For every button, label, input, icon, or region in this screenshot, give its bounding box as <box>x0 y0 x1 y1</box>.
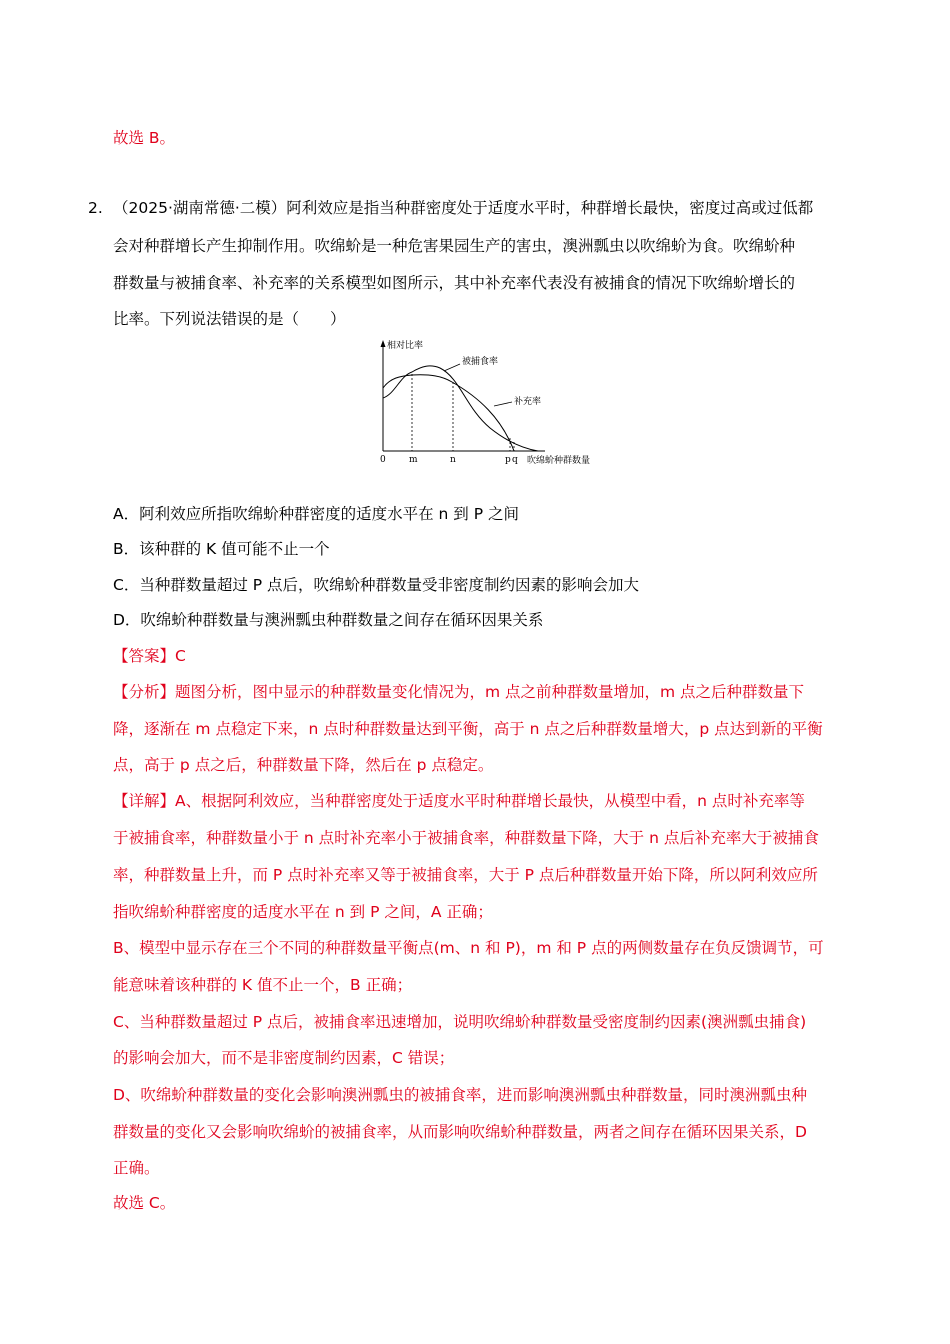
relation-model-figure <box>370 338 610 470</box>
supplement-curve-label: 补充率 <box>514 397 542 407</box>
relation-model-graph <box>370 338 610 470</box>
answer-label: 【答案】C <box>113 647 186 665</box>
supplement-label-pointer <box>494 402 512 406</box>
detail-line: 的影响会加大，而不是非密度制约因素，C 错误； <box>113 1049 455 1067</box>
analysis-line: 点，高于 p 点之后，种群数量下降，然后在 p 点稳定。 <box>113 756 494 774</box>
x-axis-label: 吹绵蚧种群数量 <box>527 456 591 466</box>
question-stem-line: 群数量与被捕食率、补充率的关系模型如图所示，其中补充率代表没有被捕食的情况下吹绵蚧增长的 <box>113 274 796 292</box>
detail-line: 于被捕食率，种群数量小于 n 点时补充率小于被捕食率，种群数量下降，大于 n 点后补充率大于被捕食 <box>113 829 819 847</box>
previous-answer-conclusion: 故选 B。 <box>113 129 176 147</box>
detail-line: B、模型中显示存在三个不同的种群数量平衡点(m、n 和 P)，m 和 P 点的两侧数量存在负反馈调节，可 <box>113 939 824 957</box>
predation-curve-label: 被捕食率 <box>462 357 499 367</box>
supplement-rate-curve <box>383 375 514 451</box>
detail-line: C、当种群数量超过 P 点后，被捕食率迅速增加，说明吹绵蚧种群数量受密度制约因素(澳洲瓢虫捕食) <box>113 1013 807 1031</box>
origin-label: 0 <box>380 455 386 465</box>
detail-line: D、吹绵蚧种群数量的变化会影响澳洲瓢虫的被捕食率，进而影响澳洲瓢虫种群数量，同时澳洲瓢虫种 <box>113 1086 807 1104</box>
analysis-line: 降，逐渐在 m 点稳定下来，n 点时种群数量达到平衡，高于 n 点之后种群数量增大，p 点达到新的平衡 <box>113 720 823 738</box>
detail-line: 正确。 <box>113 1159 160 1177</box>
detail-line: 指吹绵蚧种群密度的适度水平在 n 到 P 之间，A 正确； <box>113 903 493 921</box>
y-axis-label: 相对比率 <box>387 341 424 351</box>
option-c: C．当种群数量超过 P 点后，吹绵蚧种群数量受非密度制约因素的影响会加大 <box>113 576 640 594</box>
option-d: D．吹绵蚧种群数量与澳洲瓢虫种群数量之间存在循环因果关系 <box>113 611 544 629</box>
question-stem-line: 比率。下列说法错误的是（ ） <box>113 310 346 328</box>
tick-label-m: m <box>409 455 418 465</box>
detail-line: 率，种群数量上升，而 P 点时补充率又等于被捕食率，大于 P 点后种群数量开始下降，所以阿利效应所 <box>113 866 818 884</box>
y-axis-arrow-icon <box>381 340 386 347</box>
question-number: 2. <box>88 199 103 217</box>
detail-line: 能意味着该种群的 K 值不止一个，B 正确； <box>113 976 413 994</box>
tick-label-n: n <box>450 455 456 465</box>
tick-label-q: q <box>512 455 518 465</box>
predation-label-pointer <box>444 364 460 371</box>
option-b: B．该种群的 K 值可能不止一个 <box>113 540 330 558</box>
final-answer-conclusion: 故选 C。 <box>113 1194 176 1212</box>
option-a: A．阿利效应所指吹绵蚧种群密度的适度水平在 n 到 P 之间 <box>113 505 519 523</box>
question-stem-line: 会对种群增长产生抑制作用。吹绵蚧是一种危害果园生产的害虫，澳洲瓢虫以吹绵蚧为食。吹绵蚧种 <box>113 237 796 255</box>
predation-rate-curve <box>383 366 538 451</box>
question-stem-line: （2025·湖南常德·二模）阿利效应是指当种群密度处于适度水平时，种群增长最快，密度过高或过低都 <box>113 199 814 217</box>
detail-line: 群数量的变化又会影响吹绵蚧的被捕食率，从而影响吹绵蚧种群数量，两者之间存在循环因果关系，D <box>113 1123 807 1141</box>
analysis-line: 【分析】题图分析，图中显示的种群数量变化情况为，m 点之前种群数量增加，m 点之后种群数量下 <box>113 683 805 701</box>
tick-label-p: p <box>505 455 511 465</box>
detail-line: 【详解】A、根据阿利效应，当种群密度处于适度水平时种群增长最快，从模型中看，n 点时补充率等 <box>113 792 805 810</box>
